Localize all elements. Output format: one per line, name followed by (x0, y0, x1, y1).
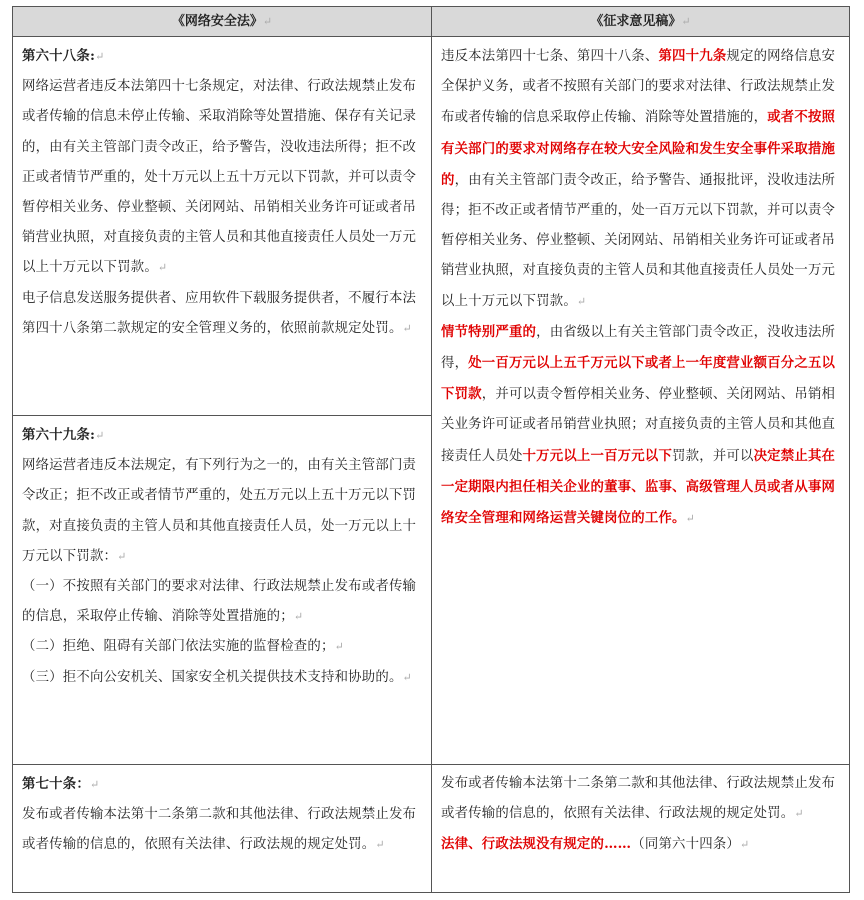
paragraph-mark: ↵ (157, 261, 168, 275)
header-cybersecurity-law (13, 7, 431, 37)
comparison-table (12, 6, 850, 893)
highlight-text: 情节特别严重的 (441, 323, 537, 340)
highlight-text: 法律、行政法规没有规定的…… (441, 836, 632, 853)
draft-68-69-cell (432, 37, 849, 534)
paragraph-mark: ↵ (576, 294, 587, 308)
article-69-item-1: （一）不按照有关部门的要求对法律、行政法规禁止发布或者传输的信息，采取停止传输、消除等处置措施的； (22, 579, 417, 625)
article-70-cell (13, 765, 431, 861)
draft-para-4 (441, 829, 841, 860)
paragraph-mark: ↵ (681, 15, 691, 28)
paragraph-mark: ↵ (334, 640, 345, 654)
article-69-para-1: 网络运营者违反本法规定，有下列行为之一的，由有关主管部门责令改正；拒不改正或者情节严重的，处五万元以上五十万元以下罚款，对直接负责的主管人员和其他直接责任人员，处一万元以上十万元以下罚款： (22, 458, 417, 564)
paragraph-mark: ↵ (293, 610, 304, 624)
paragraph-mark: ↵ (262, 15, 273, 28)
article-68-para-2: 电子信息发送服务提供者、应用软件下载服务提供者，不履行本法第四十八条第二款规定的安全管理义务的，依照前款规定处罚。 (22, 290, 417, 336)
article-68-para-1: 网络运营者违反本法第四十七条规定，对法律、行政法规禁止发布或者传输的信息未停止传输、采取消除等处置措施、保存有关记录的，由有关主管部门责令改正，给予警告，没收违法所得；拒不改正或者情节严重的，处十万元以上五十万元以下罚款，并可以责令暂停相关业务、停业整顿、关闭网站、吊销相关业务许可证或者吊销营业执照，对直接负责的主管人员和其他直接责任人员处一万元以上十万元以下罚款。 (22, 79, 417, 276)
article-68-title: 第六十八条: (22, 48, 96, 64)
article-70-para-1: 发布或者传输本法第十二条第二款和其他法律、行政法规禁止发布或者传输的信息的，依照有关法律、行政法规的规定处罚。 (22, 807, 417, 853)
paragraph-mark: ↵ (794, 807, 804, 821)
draft-text: 违反本法第四十七条、第四十八条、 (441, 49, 659, 64)
column-draft-for-comment (432, 7, 849, 892)
draft-para-1 (441, 41, 841, 317)
paragraph-mark: ↵ (685, 512, 696, 526)
draft-para-2 (441, 317, 841, 534)
article-68-cell (13, 37, 431, 344)
paragraph-mark: ↵ (402, 670, 412, 684)
draft-para-3 (441, 769, 841, 829)
paragraph-mark: ↵ (89, 778, 100, 791)
draft-text: 发布或者传输本法第十二条第二款和其他法律、行政法规禁止发布或者传输的信息的，依照有关法律、行政法规的规定处罚。 (441, 776, 836, 822)
paragraph-mark: ↵ (117, 549, 127, 563)
draft-70-cell (432, 765, 849, 861)
paragraph-mark: ↵ (375, 838, 385, 852)
draft-text: （同第六十四条） (631, 837, 741, 853)
article-69-item-2: （二）拒绝、阻碍有关部门依法实施的监督检查的； (22, 639, 335, 655)
paragraph-mark: ↵ (95, 50, 105, 63)
header-left-text: 《网络安全法》 (171, 14, 263, 29)
draft-text: 罚款，并可以 (672, 448, 754, 464)
column-cybersecurity-law (13, 7, 432, 892)
article-70-title: 第七十条： (22, 776, 90, 792)
article-69-cell (13, 416, 431, 693)
paragraph-mark: ↵ (740, 838, 750, 852)
highlight-text: 决定禁止其在一定期限内担任相关企业的董事、监事、高级管理人员或者从事网络安全管理和网络运营关键岗位的工作。 (441, 447, 836, 527)
header-draft-for-comment (432, 7, 849, 37)
draft-text: 规定的网络信息安全保护义务，或者不按照有关部门的要求对法律、行政法规禁止发布或者传输的信息采取停止传输、消除等处置措施的， (441, 49, 836, 126)
draft-text: ，由省级以上有关主管部门责令改正，没收违法所得， (441, 324, 836, 372)
highlight-text: 十万元以上一百万元以下 (522, 447, 673, 464)
paragraph-mark: ↵ (402, 321, 412, 335)
article-69-item-3: （三）拒不向公安机关、国家安全机关提供技术支持和协助的。 (22, 669, 403, 685)
highlight-text: 第四十九条 (658, 48, 727, 64)
draft-text: ，由有关主管部门责令改正，给予警告、通报批评，没收违法所得；拒不改正或者情节严重的，处一百万元以下罚款，并可以责令暂停相关业务、停业整顿、关闭网站、吊销相关业务许可证或者吊销营业执照，对直接负责的主管人员和其他直接责任人员处一万元以上十万元以下罚款。 (441, 172, 836, 309)
paragraph-mark: ↵ (95, 429, 105, 442)
draft-text: ，并可以责令暂停相关业务、停业整顿、关闭网站、吊销相关业务许可证或者吊销营业执照；对直接负责的主管人员和其他直接责任人员处 (441, 387, 836, 464)
highlight-text: 处一百万元以上五千万元以下或者上一年度营业额百分之五以下罚款 (441, 355, 836, 403)
header-right-text: 《征求意见稿》 (590, 14, 682, 29)
highlight-text: 或者不按照有关部门的要求对网络存在较大安全风险和发生安全事件采取措施的 (441, 109, 836, 188)
article-69-title: 第六十九条: (22, 427, 96, 443)
